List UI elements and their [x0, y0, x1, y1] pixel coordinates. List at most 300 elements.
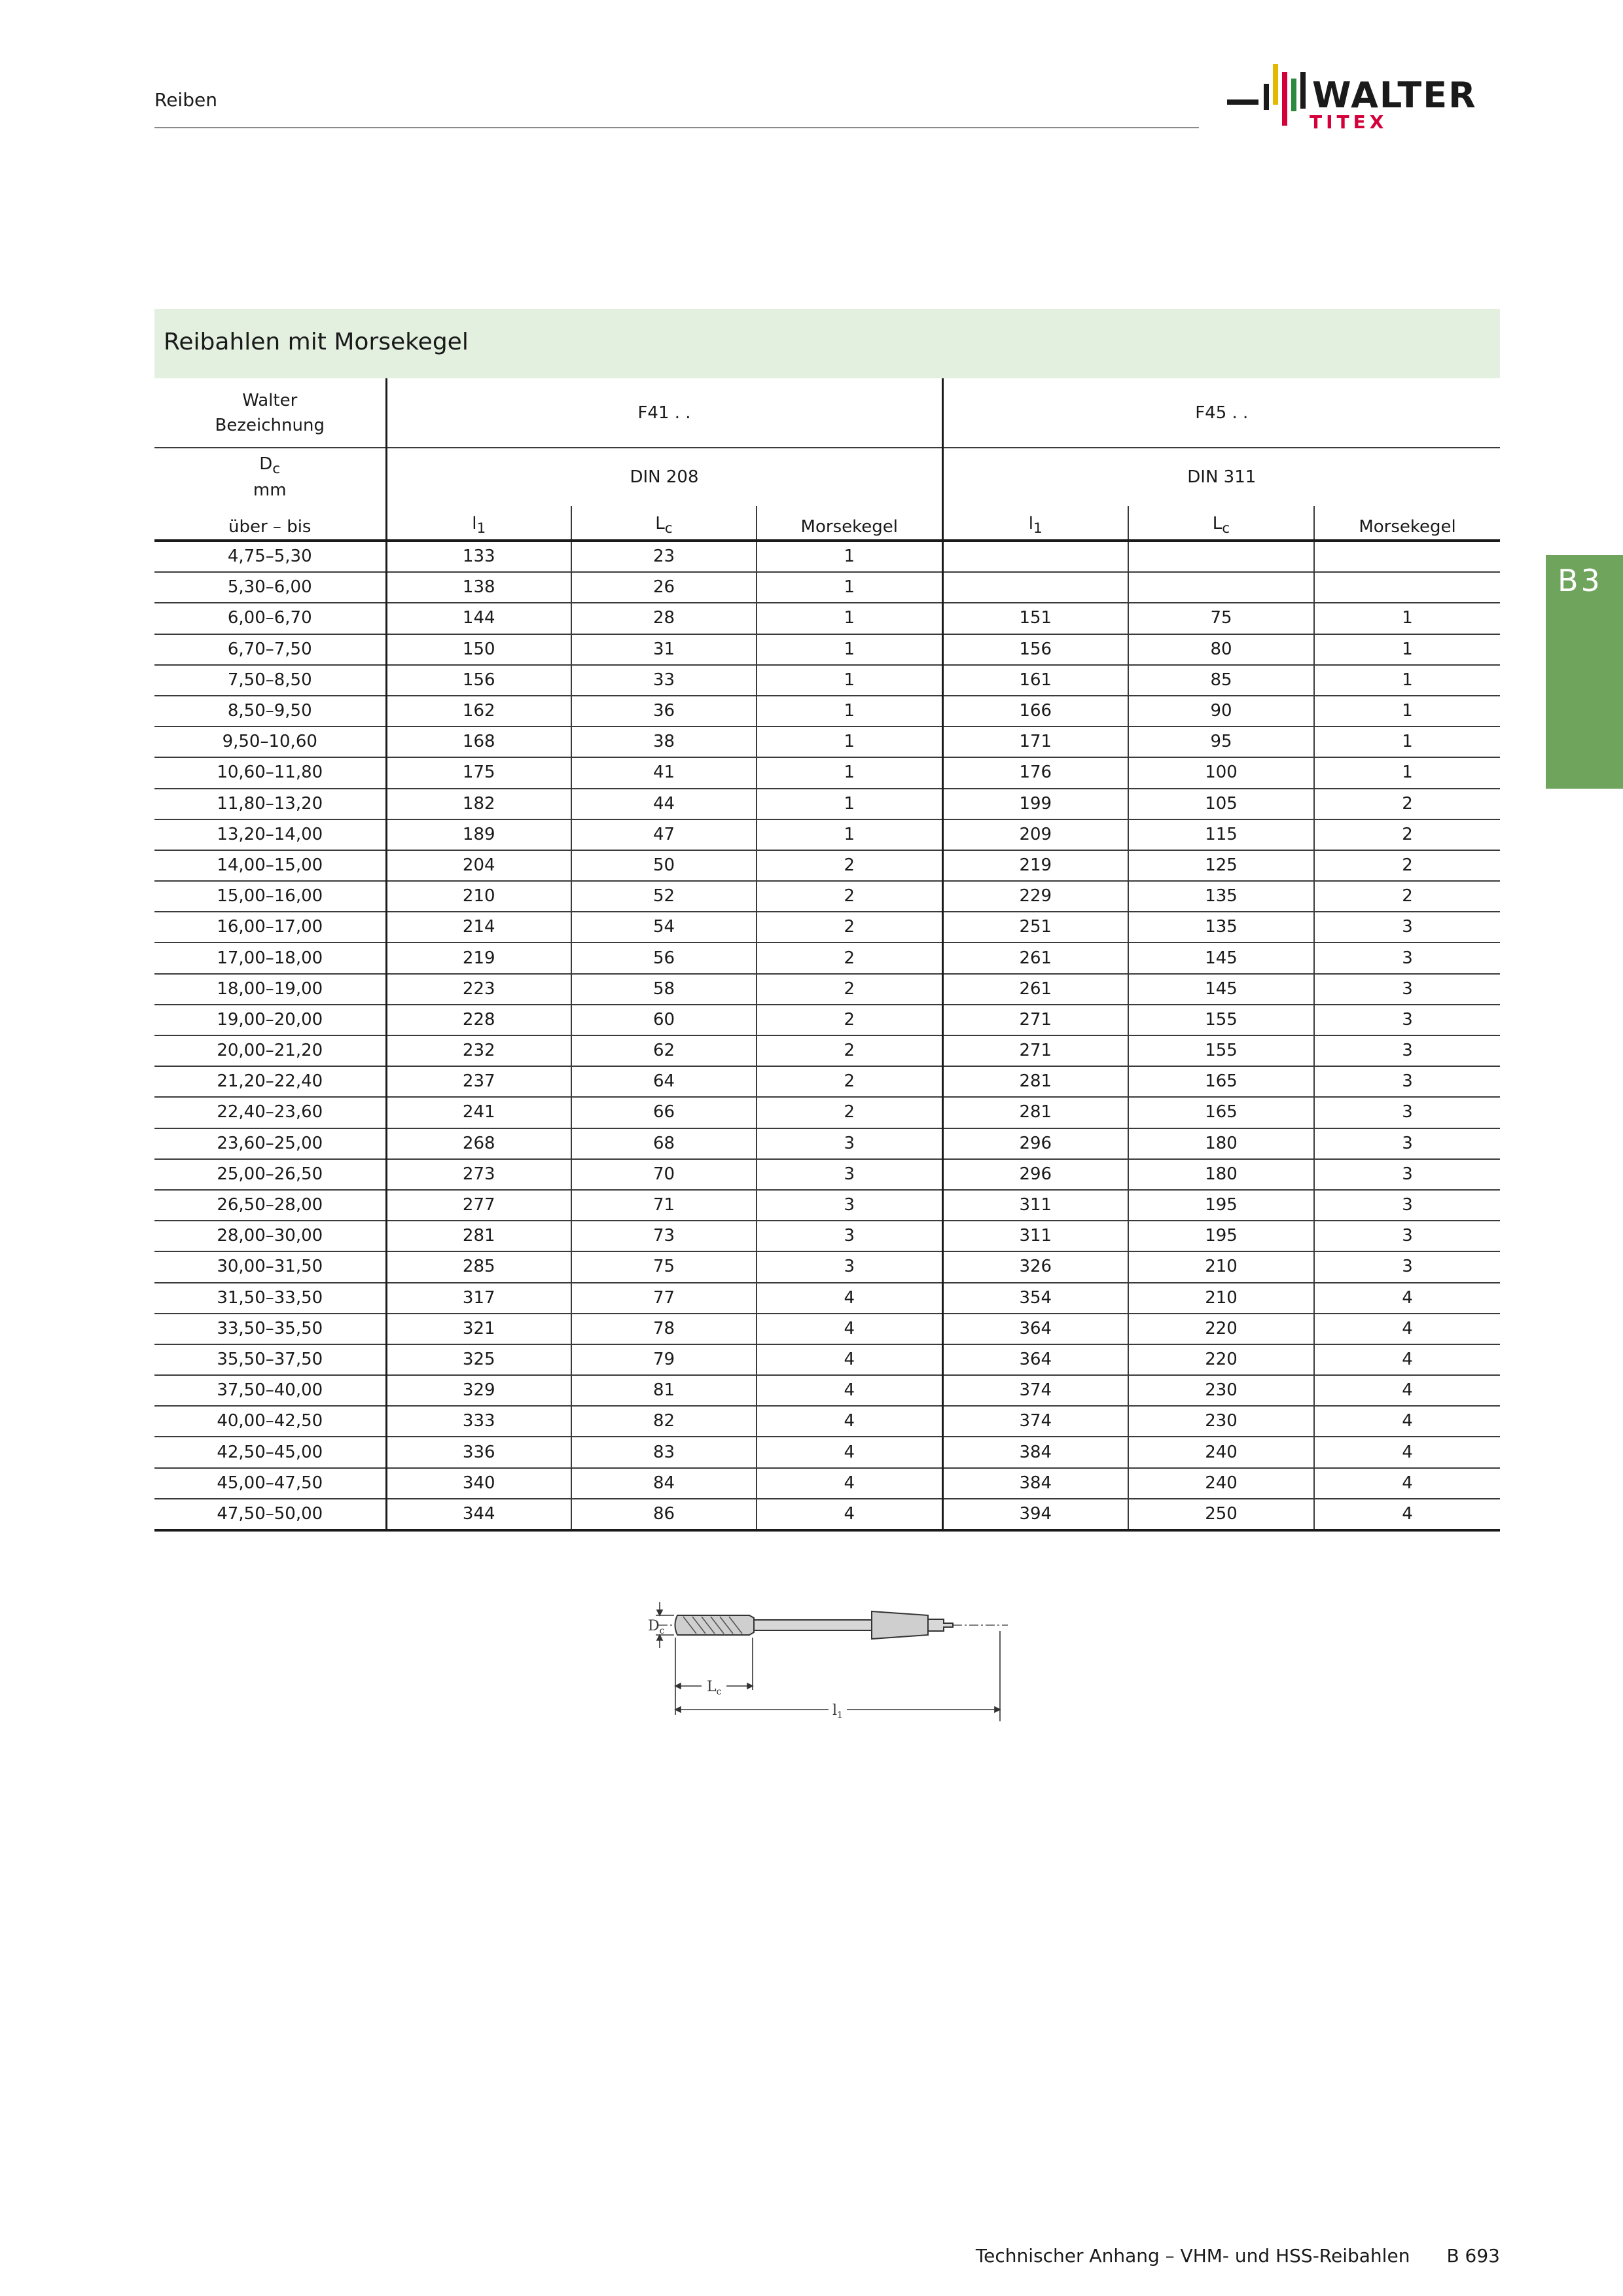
- section-tab: [1546, 555, 1623, 789]
- cell-range: 11,80–13,20: [154, 789, 386, 819]
- table-row: [154, 1097, 1500, 1128]
- cell-l1-f41: 344: [386, 1499, 571, 1530]
- cell-morse-f45: 3: [1314, 912, 1500, 942]
- cell-morse-f41: 1: [757, 665, 942, 696]
- cell-range: 47,50–50,00: [154, 1499, 386, 1530]
- table-row: [154, 789, 1500, 819]
- cell-range: 26,50–28,00: [154, 1190, 386, 1221]
- header-group-f41: F41 . .: [386, 378, 942, 448]
- reamer-spec-table: [154, 378, 1500, 1532]
- cell-l1-f41: 168: [386, 726, 571, 757]
- cell-range: 42,50–45,00: [154, 1437, 386, 1467]
- cell-l1-f45: 281: [942, 1066, 1128, 1097]
- section-tab-label: B3: [1558, 563, 1603, 598]
- cell-l1-f41: 321: [386, 1314, 571, 1344]
- cell-lc-f45: 250: [1128, 1499, 1314, 1530]
- table-row: [154, 1283, 1500, 1314]
- table-header-row-designation: [154, 378, 1500, 448]
- logo-bar-dash: [1227, 99, 1258, 105]
- header-lc-f45: $L_c$: [1128, 506, 1314, 541]
- cell-morse-f41: 1: [757, 757, 942, 788]
- cell-l1-f45: [942, 572, 1128, 603]
- cell-lc-f41: 56: [571, 942, 757, 973]
- cell-range: 35,50–37,50: [154, 1344, 386, 1375]
- cell-l1-f45: 384: [942, 1437, 1128, 1467]
- cell-lc-f41: 68: [571, 1128, 757, 1159]
- cell-l1-f45: 354: [942, 1283, 1128, 1314]
- cell-lc-f45: 165: [1128, 1097, 1314, 1128]
- cell-l1-f41: 317: [386, 1283, 571, 1314]
- table-row: [154, 757, 1500, 788]
- header-divider: [154, 127, 1199, 128]
- cell-l1-f41: 285: [386, 1251, 571, 1282]
- cell-lc-f45: 75: [1128, 603, 1314, 634]
- cell-l1-f41: 175: [386, 757, 571, 788]
- table-title: Reibahlen mit Morsekegel: [164, 329, 469, 355]
- cell-morse-f41: 3: [757, 1251, 942, 1282]
- cell-morse-f41: 4: [757, 1344, 942, 1375]
- header-lc-f41: $L_c$: [571, 506, 757, 541]
- cell-lc-f45: 210: [1128, 1251, 1314, 1282]
- table-row: [154, 1344, 1500, 1375]
- cell-lc-f45: 100: [1128, 757, 1314, 788]
- cell-morse-f45: 2: [1314, 789, 1500, 819]
- cell-l1-f41: 340: [386, 1468, 571, 1499]
- dimension-lc: [675, 1638, 753, 1715]
- cell-l1-f45: 364: [942, 1344, 1128, 1375]
- footer-text: Technischer Anhang – VHM- und HSS-Reibahlen: [975, 2245, 1410, 2267]
- cell-l1-f45: 296: [942, 1159, 1128, 1190]
- cell-morse-f45: 3: [1314, 1066, 1500, 1097]
- table-row: [154, 1375, 1500, 1406]
- cell-l1-f45: [942, 541, 1128, 572]
- cell-range: 28,00–30,00: [154, 1221, 386, 1251]
- table-row: [154, 1035, 1500, 1066]
- page-footer: [976, 2245, 1500, 2267]
- cell-l1-f45: 271: [942, 1035, 1128, 1066]
- cell-morse-f45: 3: [1314, 1190, 1500, 1221]
- cell-morse-f45: 4: [1314, 1283, 1500, 1314]
- cell-range: 16,00–17,00: [154, 912, 386, 942]
- cell-morse-f45: 1: [1314, 757, 1500, 788]
- cell-lc-f41: 33: [571, 665, 757, 696]
- cell-lc-f45: 195: [1128, 1190, 1314, 1221]
- cell-l1-f41: 133: [386, 541, 571, 572]
- cell-morse-f41: 2: [757, 942, 942, 973]
- table-row: [154, 726, 1500, 757]
- cell-lc-f41: 79: [571, 1344, 757, 1375]
- morse-taper-shank: [872, 1611, 928, 1639]
- header-l1-f45: $l_1$: [942, 506, 1128, 541]
- cell-range: 6,00–6,70: [154, 603, 386, 634]
- cell-morse-f41: 2: [757, 850, 942, 881]
- table-row: [154, 1406, 1500, 1437]
- cell-morse-f41: 2: [757, 881, 942, 912]
- cell-range: 17,00–18,00: [154, 942, 386, 973]
- cell-lc-f41: 44: [571, 789, 757, 819]
- cell-l1-f41: 182: [386, 789, 571, 819]
- cell-l1-f45: 326: [942, 1251, 1128, 1282]
- cell-morse-f45: 3: [1314, 1251, 1500, 1282]
- shank-tang: [928, 1619, 953, 1631]
- cell-morse-f45: 3: [1314, 1159, 1500, 1190]
- cell-range: 33,50–35,50: [154, 1314, 386, 1344]
- cell-lc-f45: 155: [1128, 1035, 1314, 1066]
- table-title-bar: [154, 309, 1500, 378]
- cell-l1-f45: 261: [942, 942, 1128, 973]
- cell-range: 9,50–10,60: [154, 726, 386, 757]
- cell-l1-f45: 311: [942, 1221, 1128, 1251]
- table-row: [154, 572, 1500, 603]
- cell-morse-f41: 3: [757, 1190, 942, 1221]
- cell-l1-f41: 204: [386, 850, 571, 881]
- cell-morse-f45: 2: [1314, 850, 1500, 881]
- cell-range: 10,60–11,80: [154, 757, 386, 788]
- cell-morse-f45: 1: [1314, 603, 1500, 634]
- cell-l1-f41: 329: [386, 1375, 571, 1406]
- cell-lc-f41: 47: [571, 819, 757, 850]
- cell-l1-f45: 151: [942, 603, 1128, 634]
- cell-l1-f45: 219: [942, 850, 1128, 881]
- cell-morse-f45: 1: [1314, 665, 1500, 696]
- cell-morse-f41: 1: [757, 819, 942, 850]
- table-row: [154, 850, 1500, 881]
- cell-morse-f41: 4: [757, 1468, 942, 1499]
- table-row: [154, 1159, 1500, 1190]
- logo-text-titex: TITEX: [1310, 111, 1388, 133]
- cell-lc-f41: 26: [571, 572, 757, 603]
- cell-lc-f45: 220: [1128, 1314, 1314, 1344]
- cell-morse-f41: 1: [757, 634, 942, 665]
- cell-l1-f41: 156: [386, 665, 571, 696]
- header-norm-din311: DIN 311: [942, 448, 1500, 506]
- cell-range: 30,00–31,50: [154, 1251, 386, 1282]
- cell-l1-f41: 144: [386, 603, 571, 634]
- header-group-f45: F45 . .: [942, 378, 1500, 448]
- cell-morse-f45: 3: [1314, 1005, 1500, 1035]
- cell-l1-f41: 228: [386, 1005, 571, 1035]
- cell-lc-f41: 50: [571, 850, 757, 881]
- cell-lc-f41: 52: [571, 881, 757, 912]
- cell-l1-f41: 223: [386, 974, 571, 1005]
- walter-titex-logo: [1227, 58, 1502, 136]
- cell-lc-f45: 165: [1128, 1066, 1314, 1097]
- cell-range: 4,75–5,30: [154, 541, 386, 572]
- cell-lc-f45: 115: [1128, 819, 1314, 850]
- cell-lc-f41: 81: [571, 1375, 757, 1406]
- cell-morse-f41: 3: [757, 1221, 942, 1251]
- cell-lc-f41: 23: [571, 541, 757, 572]
- cell-lc-f41: 38: [571, 726, 757, 757]
- cell-morse-f41: 2: [757, 1035, 942, 1066]
- cell-lc-f45: 145: [1128, 974, 1314, 1005]
- cell-morse-f45: 1: [1314, 696, 1500, 726]
- cell-l1-f45: 311: [942, 1190, 1128, 1221]
- cell-lc-f45: 240: [1128, 1437, 1314, 1467]
- cell-l1-f41: 219: [386, 942, 571, 973]
- cell-lc-f41: 31: [571, 634, 757, 665]
- cell-range: 18,00–19,00: [154, 974, 386, 1005]
- cell-lc-f41: 28: [571, 603, 757, 634]
- cell-morse-f41: 4: [757, 1437, 942, 1467]
- logo-text-walter: WALTER: [1312, 75, 1477, 116]
- cell-lc-f41: 64: [571, 1066, 757, 1097]
- reamer-diagram: [628, 1590, 1014, 1734]
- cell-l1-f45: 199: [942, 789, 1128, 819]
- cell-morse-f45: 1: [1314, 726, 1500, 757]
- cell-range: 19,00–20,00: [154, 1005, 386, 1035]
- cell-morse-f45: 4: [1314, 1314, 1500, 1344]
- cell-morse-f41: 1: [757, 541, 942, 572]
- cell-morse-f45: 3: [1314, 942, 1500, 973]
- cell-range: 7,50–8,50: [154, 665, 386, 696]
- cell-l1-f41: 281: [386, 1221, 571, 1251]
- table-row: [154, 1128, 1500, 1159]
- cell-lc-f41: 62: [571, 1035, 757, 1066]
- header-dc-mm: $D_c$ mm: [253, 454, 287, 501]
- cell-lc-f41: 70: [571, 1159, 757, 1190]
- cell-l1-f41: 138: [386, 572, 571, 603]
- cell-morse-f45: 3: [1314, 1035, 1500, 1066]
- cell-l1-f45: 374: [942, 1406, 1128, 1437]
- cell-l1-f45: 394: [942, 1499, 1128, 1530]
- cell-morse-f45: 4: [1314, 1375, 1500, 1406]
- table-row: [154, 1468, 1500, 1499]
- cell-l1-f45: 251: [942, 912, 1128, 942]
- cell-morse-f41: 1: [757, 603, 942, 634]
- cell-lc-f45: 220: [1128, 1344, 1314, 1375]
- label-dc: $D_c$: [648, 1618, 665, 1636]
- cell-lc-f45: 210: [1128, 1283, 1314, 1314]
- header-morse-f45: Morsekegel: [1314, 506, 1500, 541]
- table-row: [154, 912, 1500, 942]
- label-l1: $l_1$: [832, 1702, 843, 1721]
- table-row: [154, 1251, 1500, 1282]
- cell-morse-f45: 1: [1314, 634, 1500, 665]
- cell-l1-f45: 176: [942, 757, 1128, 788]
- cell-lc-f41: 75: [571, 1251, 757, 1282]
- cell-morse-f41: 4: [757, 1406, 942, 1437]
- table-row: [154, 1005, 1500, 1035]
- cell-lc-f45: 155: [1128, 1005, 1314, 1035]
- cell-lc-f41: 36: [571, 696, 757, 726]
- cell-morse-f41: 1: [757, 726, 942, 757]
- cell-lc-f45: 230: [1128, 1406, 1314, 1437]
- cell-morse-f41: 4: [757, 1499, 942, 1530]
- logo-bar-green: [1291, 79, 1296, 111]
- cell-lc-f41: 78: [571, 1314, 757, 1344]
- cell-morse-f45: 3: [1314, 974, 1500, 1005]
- cell-lc-f41: 84: [571, 1468, 757, 1499]
- cell-lc-f45: 90: [1128, 696, 1314, 726]
- cell-l1-f41: 241: [386, 1097, 571, 1128]
- header-norm-din208: DIN 208: [386, 448, 942, 506]
- cell-l1-f41: 333: [386, 1406, 571, 1437]
- cell-range: 21,20–22,40: [154, 1066, 386, 1097]
- cell-l1-f41: 237: [386, 1066, 571, 1097]
- cell-morse-f45: 3: [1314, 1128, 1500, 1159]
- cell-lc-f45: 135: [1128, 912, 1314, 942]
- cell-lc-f41: 66: [571, 1097, 757, 1128]
- cell-lc-f45: 105: [1128, 789, 1314, 819]
- cell-l1-f45: 296: [942, 1128, 1128, 1159]
- cell-range: 45,00–47,50: [154, 1468, 386, 1499]
- cell-morse-f45: 4: [1314, 1468, 1500, 1499]
- cell-lc-f41: 54: [571, 912, 757, 942]
- cell-range: 20,00–21,20: [154, 1035, 386, 1066]
- table-body: [154, 541, 1500, 1530]
- cell-range: 22,40–23,60: [154, 1097, 386, 1128]
- header-range: über – bis: [154, 506, 386, 541]
- cell-lc-f45: 145: [1128, 942, 1314, 973]
- cell-lc-f41: 71: [571, 1190, 757, 1221]
- reamer-neck: [754, 1620, 872, 1630]
- cell-lc-f41: 77: [571, 1283, 757, 1314]
- table-row: [154, 665, 1500, 696]
- cell-l1-f41: 150: [386, 634, 571, 665]
- cell-lc-f45: 240: [1128, 1468, 1314, 1499]
- table-header-row-columns: [154, 506, 1500, 541]
- cell-l1-f41: 277: [386, 1190, 571, 1221]
- table-row: [154, 1499, 1500, 1530]
- table-row: [154, 603, 1500, 634]
- cell-range: 15,00–16,00: [154, 881, 386, 912]
- cell-lc-f45: 80: [1128, 634, 1314, 665]
- table-row: [154, 696, 1500, 726]
- cell-l1-f41: 268: [386, 1128, 571, 1159]
- cell-lc-f41: 83: [571, 1437, 757, 1467]
- cell-morse-f41: 4: [757, 1283, 942, 1314]
- cell-lc-f41: 58: [571, 974, 757, 1005]
- footer-page-number: B 693: [1446, 2245, 1500, 2267]
- logo-bar-2: [1300, 72, 1306, 109]
- logo-bar-1: [1264, 84, 1269, 110]
- cell-morse-f45: 4: [1314, 1437, 1500, 1467]
- cell-range: 37,50–40,00: [154, 1375, 386, 1406]
- table-row: [154, 1190, 1500, 1221]
- cell-lc-f41: 41: [571, 757, 757, 788]
- cell-lc-f41: 73: [571, 1221, 757, 1251]
- cell-range: 14,00–15,00: [154, 850, 386, 881]
- logo-bar-red: [1282, 72, 1287, 126]
- cell-range: 6,70–7,50: [154, 634, 386, 665]
- table-header-row-norm: [154, 448, 1500, 506]
- cell-lc-f45: 230: [1128, 1375, 1314, 1406]
- cell-lc-f45: 125: [1128, 850, 1314, 881]
- cell-lc-f45: 85: [1128, 665, 1314, 696]
- cell-morse-f41: 2: [757, 1066, 942, 1097]
- cell-morse-f41: 4: [757, 1314, 942, 1344]
- cell-morse-f45: 2: [1314, 881, 1500, 912]
- cell-lc-f45: 180: [1128, 1128, 1314, 1159]
- cell-morse-f45: 2: [1314, 819, 1500, 850]
- logo-bar-yellow: [1273, 64, 1278, 105]
- cell-l1-f45: 384: [942, 1468, 1128, 1499]
- cell-range: 13,20–14,00: [154, 819, 386, 850]
- cell-l1-f45: 156: [942, 634, 1128, 665]
- cell-l1-f41: 162: [386, 696, 571, 726]
- cell-morse-f41: 2: [757, 1005, 942, 1035]
- cell-range: 40,00–42,50: [154, 1406, 386, 1437]
- table-row: [154, 819, 1500, 850]
- cell-l1-f41: 232: [386, 1035, 571, 1066]
- cell-lc-f41: 60: [571, 1005, 757, 1035]
- cell-l1-f45: 171: [942, 726, 1128, 757]
- table-row: [154, 881, 1500, 912]
- cell-l1-f41: 210: [386, 881, 571, 912]
- header-l1-f41: $l_1$: [386, 506, 571, 541]
- cell-l1-f45: 374: [942, 1375, 1128, 1406]
- cell-morse-f45: 4: [1314, 1499, 1500, 1530]
- cell-lc-f45: 95: [1128, 726, 1314, 757]
- header-walter-designation: Walter Bezeichnung: [154, 378, 386, 448]
- dimension-l1: [675, 1631, 1000, 1721]
- cell-l1-f41: 325: [386, 1344, 571, 1375]
- cell-morse-f45: 3: [1314, 1221, 1500, 1251]
- cell-morse-f41: 1: [757, 696, 942, 726]
- cell-morse-f41: 3: [757, 1159, 942, 1190]
- cell-range: 5,30–6,00: [154, 572, 386, 603]
- table-row: [154, 541, 1500, 572]
- cell-lc-f41: 86: [571, 1499, 757, 1530]
- table-row: [154, 1437, 1500, 1467]
- table-row: [154, 634, 1500, 665]
- cell-l1-f45: 209: [942, 819, 1128, 850]
- cell-morse-f41: 2: [757, 974, 942, 1005]
- cell-l1-f45: 261: [942, 974, 1128, 1005]
- table-row: [154, 1314, 1500, 1344]
- cell-morse-f41: 2: [757, 1097, 942, 1128]
- cell-lc-f45: [1128, 541, 1314, 572]
- cell-l1-f41: 273: [386, 1159, 571, 1190]
- label-lc: $L_c$: [707, 1679, 722, 1697]
- cell-lc-f41: 82: [571, 1406, 757, 1437]
- cell-lc-f45: 135: [1128, 881, 1314, 912]
- cell-range: 8,50–9,50: [154, 696, 386, 726]
- cell-range: 25,00–26,50: [154, 1159, 386, 1190]
- cell-range: 23,60–25,00: [154, 1128, 386, 1159]
- cell-morse-f41: 3: [757, 1128, 942, 1159]
- cell-l1-f45: 364: [942, 1314, 1128, 1344]
- cell-l1-f45: 161: [942, 665, 1128, 696]
- cell-morse-f41: 1: [757, 572, 942, 603]
- cell-morse-f41: 1: [757, 789, 942, 819]
- table-row: [154, 1066, 1500, 1097]
- cell-morse-f45: 4: [1314, 1344, 1500, 1375]
- header-morse-f41: Morsekegel: [757, 506, 942, 541]
- cell-range: 31,50–33,50: [154, 1283, 386, 1314]
- cell-morse-f45: 3: [1314, 1097, 1500, 1128]
- page-header-title: Reiben: [154, 89, 217, 111]
- table-row: [154, 942, 1500, 973]
- cell-morse-f45: 4: [1314, 1406, 1500, 1437]
- cell-lc-f45: [1128, 572, 1314, 603]
- cell-l1-f45: 166: [942, 696, 1128, 726]
- cell-morse-f41: 2: [757, 912, 942, 942]
- reamer-cutting-part: [675, 1615, 755, 1635]
- cell-lc-f45: 180: [1128, 1159, 1314, 1190]
- cell-l1-f45: 281: [942, 1097, 1128, 1128]
- cell-morse-f45: [1314, 572, 1500, 603]
- cell-morse-f41: 4: [757, 1375, 942, 1406]
- cell-l1-f45: 271: [942, 1005, 1128, 1035]
- cell-l1-f41: 189: [386, 819, 571, 850]
- cell-l1-f41: 214: [386, 912, 571, 942]
- table-row: [154, 974, 1500, 1005]
- cell-l1-f45: 229: [942, 881, 1128, 912]
- cell-morse-f45: [1314, 541, 1500, 572]
- table-row: [154, 1221, 1500, 1251]
